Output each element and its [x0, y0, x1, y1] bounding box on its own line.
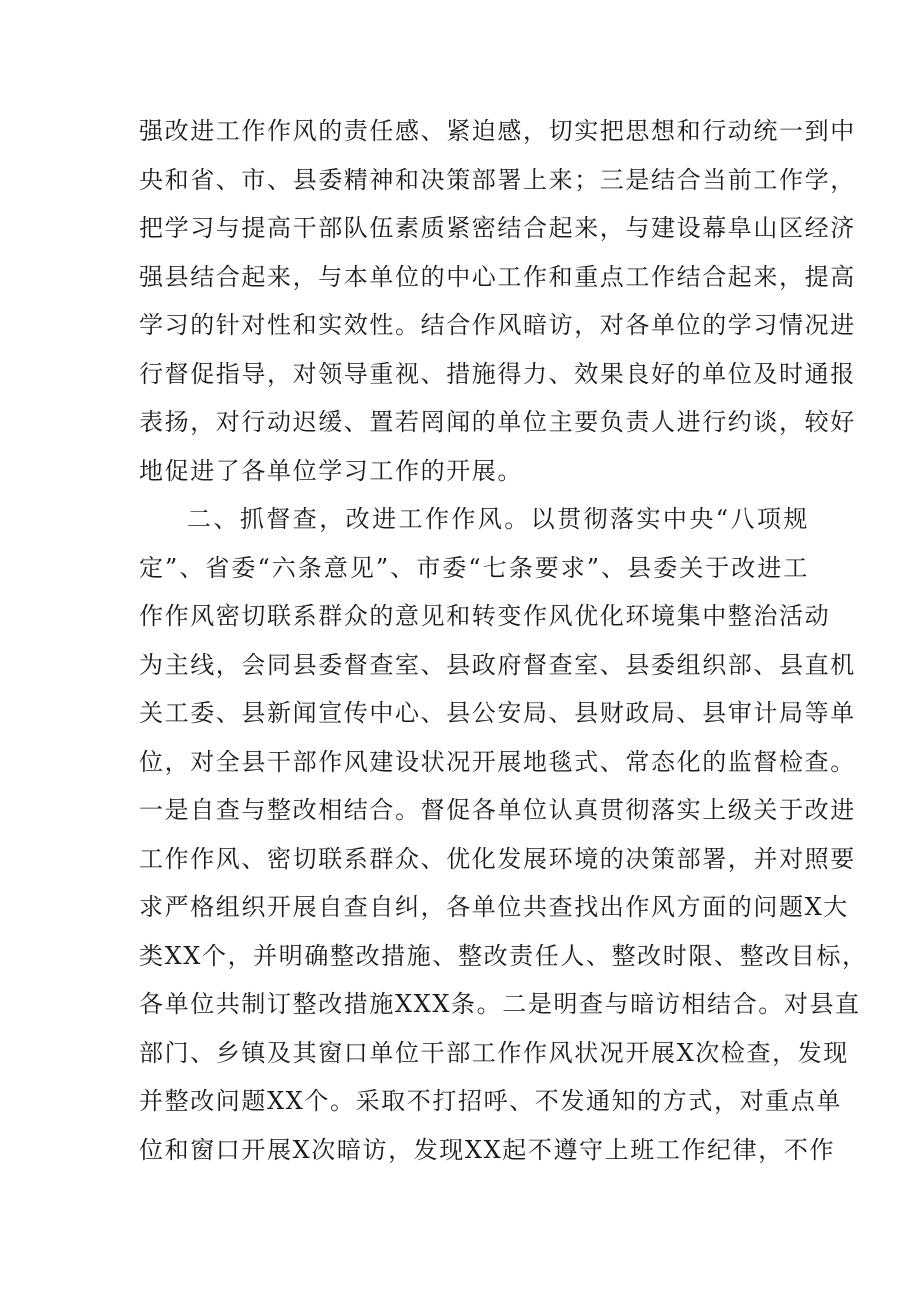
text-line: 地促进了各单位学习工作的开展。 — [139, 456, 523, 485]
text-line: 位，对全县干部作风建设状况开展地毯式、常态化的监督检查。 — [139, 747, 856, 776]
text-line: 求严格组织开展自查自纠，各单位共查找出作风方面的问题X大 — [139, 893, 849, 921]
text-line: 定”、省委“六条意见”、市委“七条要求”、县委关于改进工 — [139, 553, 809, 582]
text-line: 二、抓督查，改进工作作风。以贯彻落实中央“八项规 — [187, 505, 809, 533]
text-line: 为主线，会同县委督查室、县政府督查室、县委组织部、县直机 — [139, 650, 856, 679]
body-text — [139, 107, 868, 1174]
text-line: 作作风密切联系群众的意见和转变作风优化环境集中整治活动 — [139, 602, 831, 630]
text-line: 强县结合起来，与本单位的中心工作和重点工作结合起来，提高 — [139, 262, 856, 291]
text-line: 并整改问题XX个。采取不打招呼、不发通知的方式，对重点单 — [139, 1087, 842, 1115]
text-line: 关工委、县新闻宣传中心、县公安局、县财政局、县审计局等单 — [139, 699, 856, 727]
text-line: 一是自查与整改相结合。督促各单位认真贯彻落实上级关于改进 — [139, 796, 856, 824]
text-line: 位和窗口开展X次暗访，发现XX起不遵守上班工作纪律，不作 — [139, 1135, 836, 1164]
text-line: 类XX个，并明确整改措施、整改责任人、整改时限、整改目标， — [139, 941, 868, 970]
text-line: 工作作风、密切联系群众、优化发展环境的决策部署，并对照要 — [139, 844, 856, 873]
text-line: 部门、乡镇及其窗口单位干部工作作风状况开展X次检查，发现 — [139, 1038, 849, 1067]
text-line: 强改进工作作风的责任感、紧迫感，切实把思想和行动统一到中 — [139, 117, 856, 145]
text-line: 学习的针对性和实效性。结合作风暗访，对各单位的学习情况进 — [139, 311, 856, 339]
text-line: 行督促指导，对领导重视、措施得力、效果良好的单位及时通报 — [139, 359, 856, 388]
text-line: 各单位共制订整改措施XXX条。二是明查与暗访相结合。对县直 — [139, 990, 861, 1018]
text-line: 央和省、市、县委精神和决策部署上来；三是结合当前工作学， — [139, 165, 856, 194]
text-line: 表扬，对行动迟缓、置若罔闻的单位主要负责人进行约谈，较好 — [139, 408, 856, 436]
text-line: 把学习与提高干部队伍素质紧密结合起来，与建设幕阜山区经济 — [139, 214, 856, 242]
